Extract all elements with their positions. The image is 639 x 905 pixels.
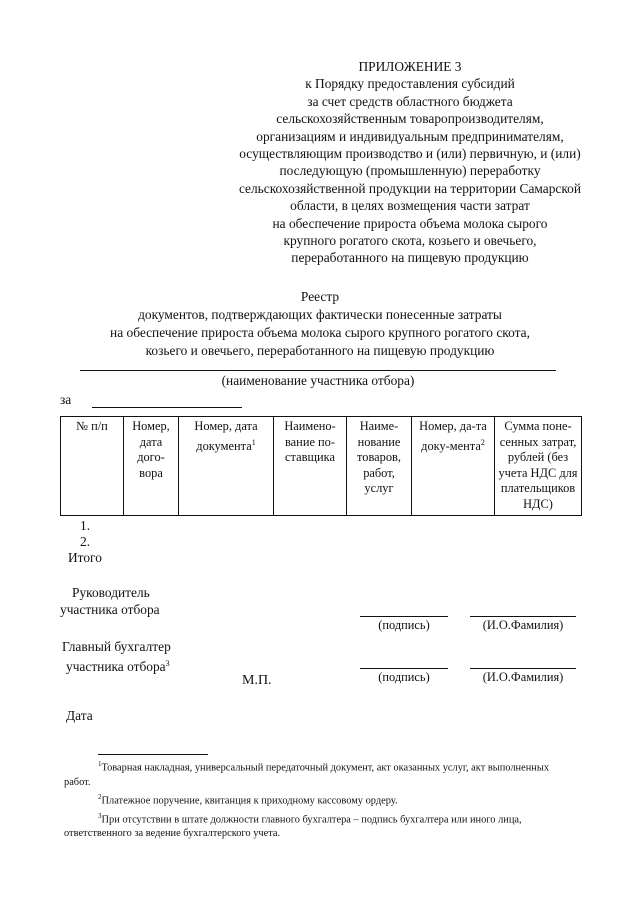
head-title-line1: Руководитель — [72, 585, 150, 600]
table-rows — [80, 518, 90, 550]
footnote-mark: 1 — [98, 760, 102, 768]
appendix-line: области, в целях возмещения части затрат — [290, 198, 530, 214]
date-label: Дата — [66, 708, 93, 723]
footnotes — [64, 757, 578, 841]
footnote-separator — [98, 754, 208, 755]
appendix-line: сельскохозяйственным товаропроизводителям, — [276, 111, 544, 127]
footnote — [64, 809, 578, 842]
header-sum-text: Сумма поне-сенных затрат, рублей (без учета НДС для плательщиков НДС) — [498, 419, 578, 511]
header-goods — [347, 417, 412, 516]
registry-line: на обеспечение прироста объема молока сырого крупного рогатого скота, — [110, 325, 530, 340]
footnote — [64, 790, 578, 809]
head-title-line2: участника отбора — [60, 602, 160, 617]
header-num-text: № п/п — [76, 419, 108, 433]
head-signature-line — [360, 616, 448, 617]
table-header-row — [61, 417, 582, 516]
header-supplier — [274, 417, 347, 516]
head-signature-caption: (подпись) — [378, 618, 430, 632]
head-name-line — [470, 616, 576, 617]
appendix-line: сельскохозяйственной продукции на территории Самарской — [238, 180, 582, 196]
table-row: 1. — [80, 518, 91, 533]
appendix-header — [200, 58, 620, 267]
header-payment-text: Номер, да-та доку-мента — [419, 419, 487, 453]
participant-name-caption: (наименование участника отбора) — [221, 373, 415, 388]
chief-signature-caption: (подпись) — [378, 670, 430, 684]
head-name-caption: (И.О.Фамилия) — [482, 618, 564, 632]
total-label: Итого — [68, 550, 102, 565]
chief-signature-line — [360, 668, 448, 669]
footnote-text: Платежное поручение, квитанция к приходному кассовому ордеру. — [101, 795, 398, 807]
footnote-mark: 1 — [251, 437, 256, 447]
registry-table — [60, 416, 582, 516]
footnote-text: Товарная накладная, универсальный передаточный документ, акт оказанных услуг, акт выполненных работ. — [64, 762, 550, 788]
footnote-mark: 2 — [480, 437, 485, 447]
stamp-label: М.П. — [242, 673, 272, 688]
footnote — [64, 757, 578, 790]
registry-title: Реестр — [300, 289, 340, 304]
appendix-line: крупного рогатого скота, козьего и овечьего, — [283, 233, 537, 249]
appendix-line: организациям и индивидуальным предпринимателям, — [256, 128, 564, 144]
appendix-title: ПРИЛОЖЕНИЕ 3 — [358, 59, 462, 74]
header-num — [61, 417, 124, 516]
footnote-mark: 3 — [98, 811, 102, 820]
header-payment — [412, 417, 495, 516]
header-contract-text: Номер, дата дого-вора — [132, 419, 170, 480]
appendix-line: на обеспечение прироста объема молока сырого — [272, 215, 548, 231]
header-goods-text: Наиме-нование товаров, работ, услуг — [357, 419, 401, 496]
registry-line: документов, подтверждающих фактически понесенные затраты — [138, 307, 502, 322]
chief-title-line1: Главный бухгалтер — [62, 639, 171, 654]
header-supplier-text: Наимено-вание по-ставщика — [284, 419, 336, 465]
header-document — [179, 417, 274, 516]
footnote-mark: 3 — [165, 659, 170, 668]
participant-name-field-line — [80, 370, 556, 371]
period-label: за — [60, 392, 72, 407]
header-contract — [124, 417, 179, 516]
table-row: 2. — [80, 534, 91, 549]
appendix-line: переработанного на пищевую продукцию — [291, 250, 529, 266]
appendix-line: последующую (промышленную) переработку — [279, 163, 541, 179]
header-document-text: Номер, дата документа — [194, 419, 258, 453]
chief-title-line2: участника отбора — [66, 659, 166, 675]
chief-name-line — [470, 668, 576, 669]
appendix-line: за счет средств областного бюджета — [307, 93, 513, 109]
footnote-text: При отсутствии в штате должности главного бухгалтера – подпись бухгалтера или иного лица, ответственного за ведение бухгалтерского учета. — [64, 814, 522, 840]
registry-line: козьего и овечьего, переработанного на пищевую продукцию — [145, 343, 495, 358]
head-title — [60, 584, 160, 618]
chief-accountant-title — [62, 638, 171, 675]
period-field-line — [92, 407, 242, 408]
footnote-mark: 2 — [98, 792, 102, 801]
header-sum — [495, 417, 582, 516]
appendix-line: к Порядку предоставления субсидий — [305, 76, 515, 92]
chief-name-caption: (И.О.Фамилия) — [482, 670, 564, 684]
registry-heading — [40, 288, 600, 360]
appendix-line: осуществляющим производство и (или) первичную, и (или) — [239, 146, 581, 162]
